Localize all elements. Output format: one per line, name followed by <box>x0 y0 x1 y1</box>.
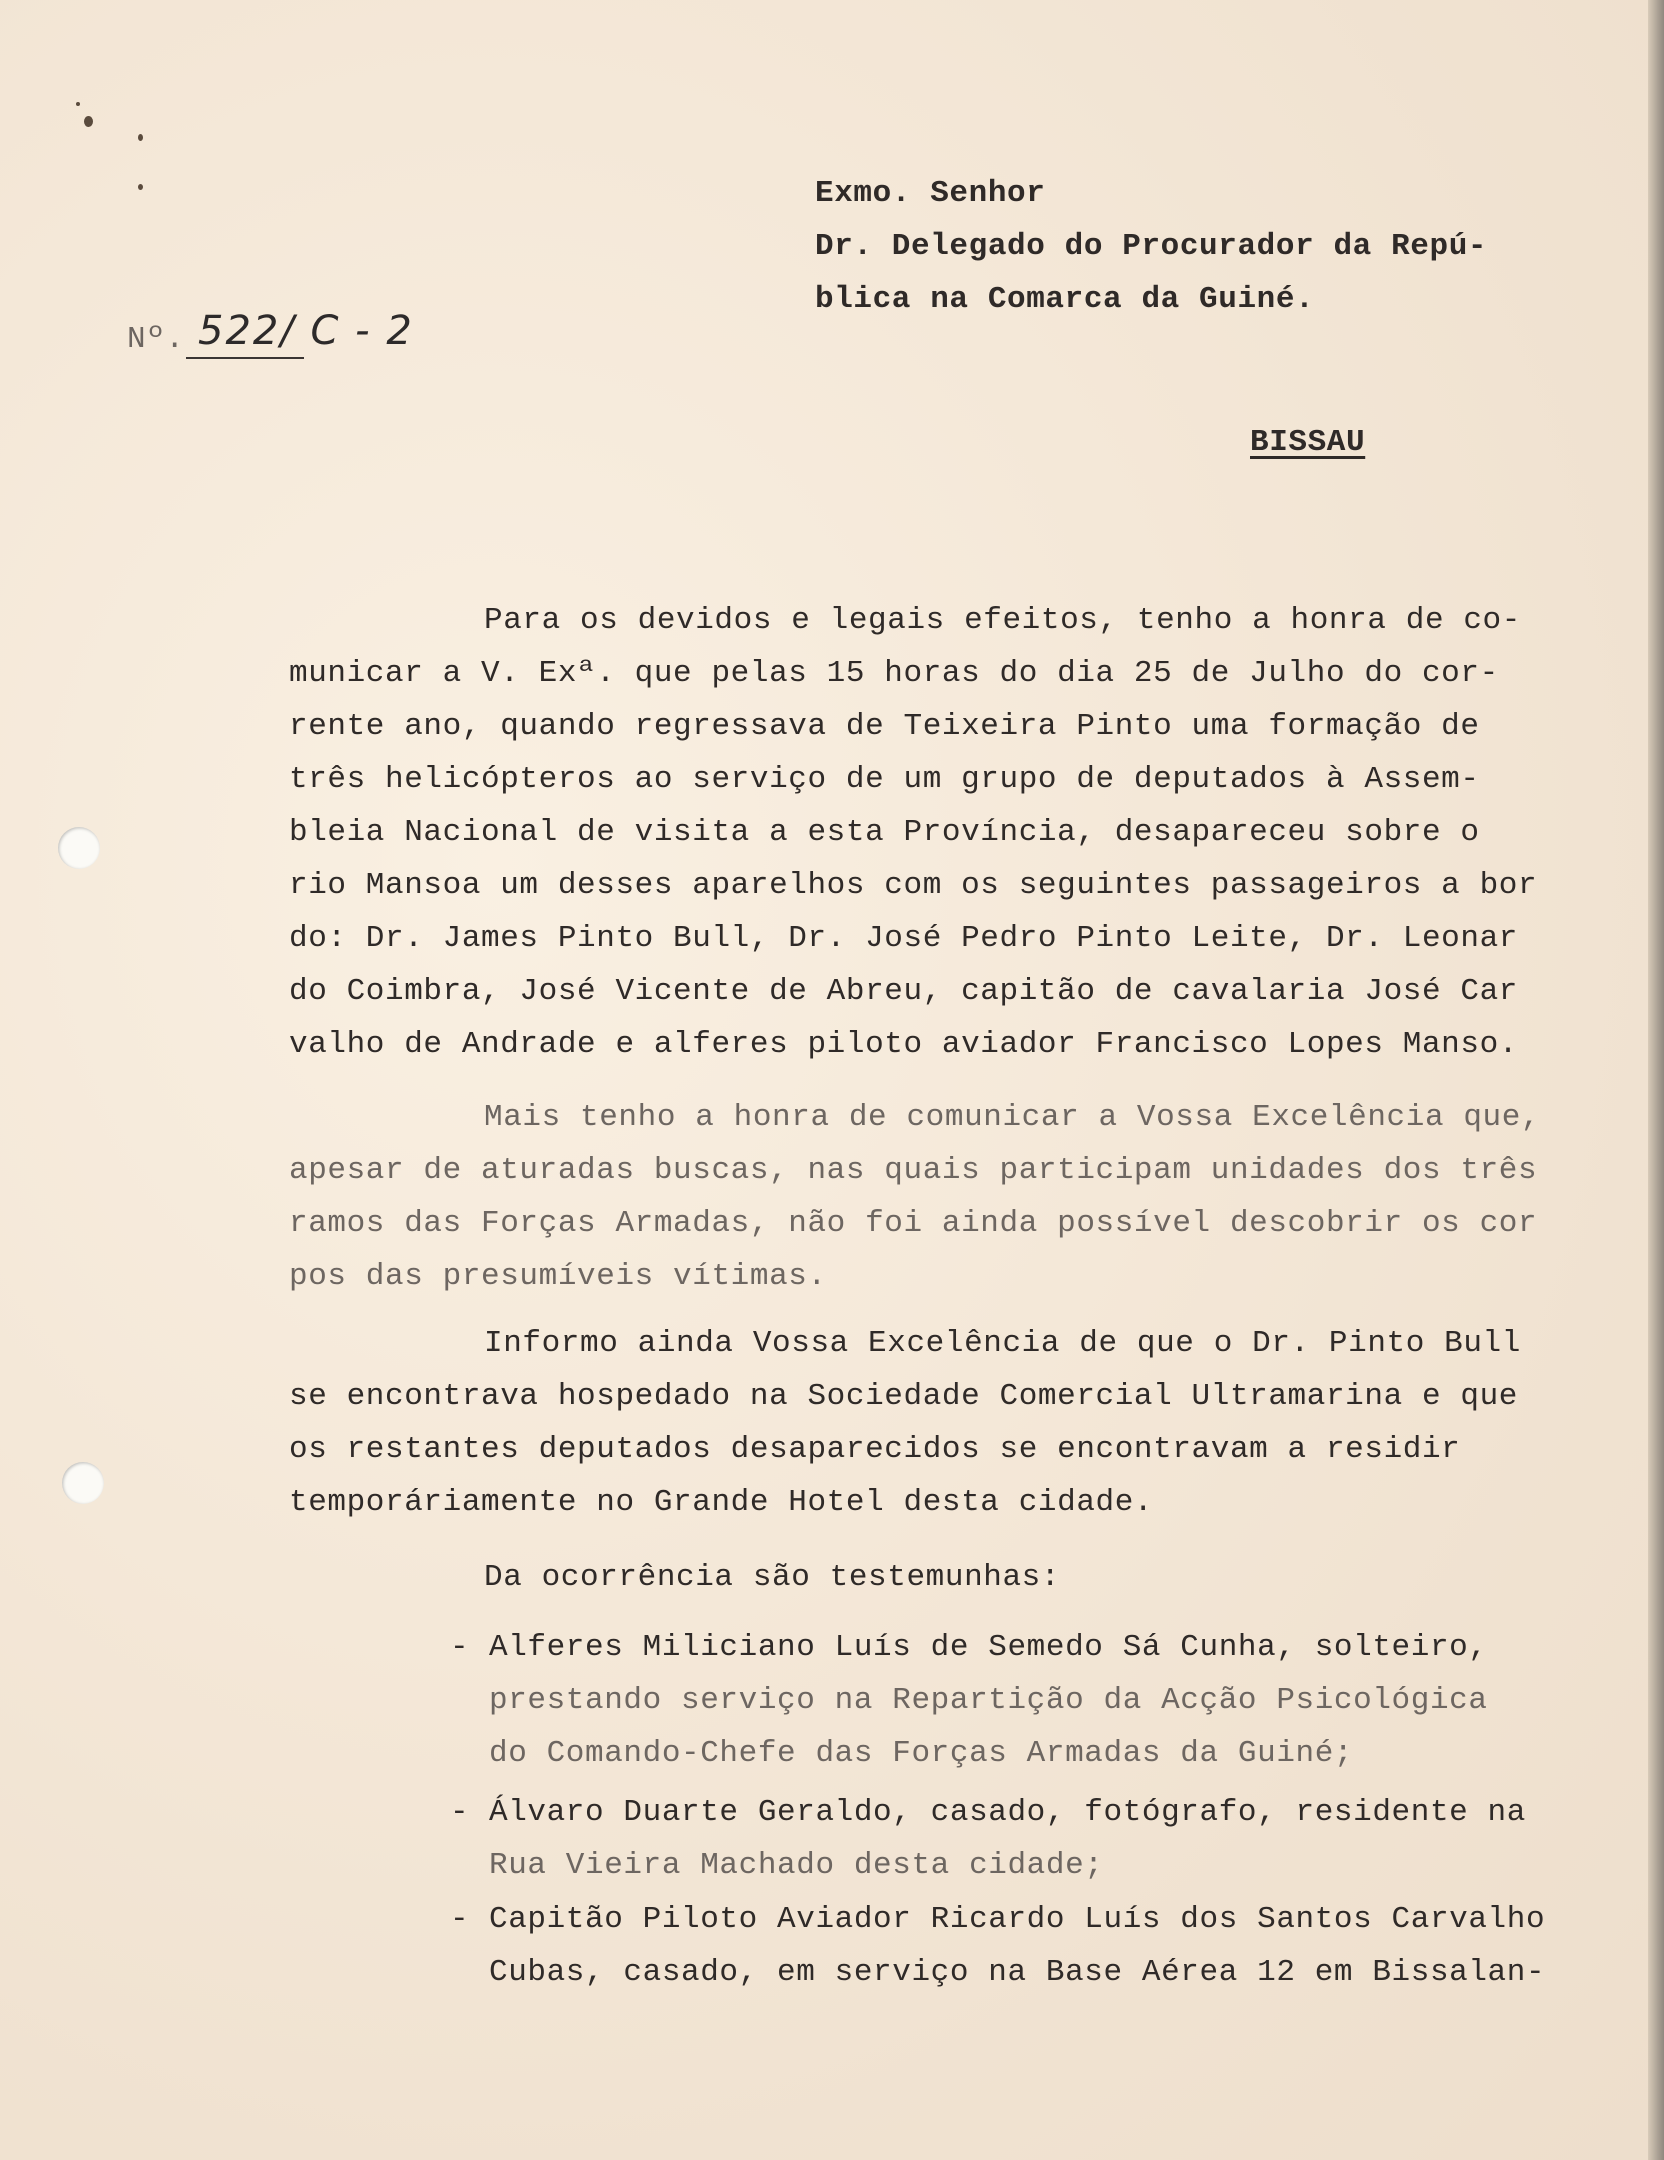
text-line: os restantes deputados desaparecidos se encontravam a residir <box>289 1432 1461 1467</box>
text-line: municar a V. Exª. que pelas 15 horas do dia 25 de Julho do cor- <box>289 656 1499 691</box>
text-line: valho de Andrade e alferes piloto aviador Francisco Lopes Manso. <box>289 1027 1518 1062</box>
witness-line: do Comando-Chefe das Forças Armadas da Guiné; <box>489 1736 1354 1771</box>
ink-speck <box>138 184 143 190</box>
text-line: do Coimbra, José Vicente de Abreu, capitão de cavalaria José Car <box>289 974 1518 1009</box>
text-line: se encontrava hospedado na Sociedade Comercial Ultramarina e que <box>289 1379 1518 1414</box>
text-line: apesar de aturadas buscas, nas quais participam unidades dos três <box>289 1153 1538 1188</box>
recipient-line-1: Dr. Delegado do Procurador da Repú- <box>815 229 1488 264</box>
text-line: temporáriamente no Grande Hotel desta cidade. <box>289 1485 1154 1520</box>
text-line: rente ano, quando regressava de Teixeira Pinto uma formação de <box>289 709 1480 744</box>
text-line: Para os devidos e legais efeitos, tenho a honra de co- <box>484 603 1521 638</box>
witness-line: prestando serviço na Repartição da Acção Psicológica <box>489 1683 1488 1718</box>
text-line: Mais tenho a honra de comunicar a Vossa Excelência que, <box>484 1100 1541 1135</box>
reference-underline <box>186 357 304 359</box>
text-line: Informo ainda Vossa Excelência de que o Dr. Pinto Bull <box>484 1326 1521 1361</box>
list-dash: - <box>450 1902 470 1937</box>
witness-line: Cubas, casado, em serviço na Base Aérea 12 em Bissalan- <box>489 1955 1546 1990</box>
salutation: Exmo. Senhor <box>815 176 1046 211</box>
witness-line: Rua Vieira Machado desta cidade; <box>489 1848 1104 1883</box>
handwritten-reference-number: 522/ C - 2 <box>198 308 414 354</box>
witness-line: Capitão Piloto Aviador Ricardo Luís dos Santos Carvalho <box>489 1902 1546 1937</box>
punch-hole-top <box>58 827 100 869</box>
text-line: ramos das Forças Armadas, não foi ainda possível descobrir os cor <box>289 1206 1538 1241</box>
reference-prefix: Nº. <box>127 322 185 357</box>
ink-speck <box>138 134 143 141</box>
list-dash: - <box>450 1795 470 1830</box>
ink-speck <box>84 116 93 127</box>
witnesses-intro: Da ocorrência são testemunhas: <box>484 1560 1061 1595</box>
text-line: pos das presumíveis vítimas. <box>289 1259 827 1294</box>
text-line: do: Dr. James Pinto Bull, Dr. José Pedro Pinto Leite, Dr. Leonar <box>289 921 1518 956</box>
text-line: rio Mansoa um desses aparelhos com os seguintes passageiros a bor <box>289 868 1538 903</box>
punch-hole-bottom <box>62 1462 104 1504</box>
page-edge-shadow <box>1648 0 1664 2160</box>
witness-line: Alferes Miliciano Luís de Semedo Sá Cunha, solteiro, <box>489 1630 1488 1665</box>
witness-line: Álvaro Duarte Geraldo, casado, fotógrafo, residente na <box>489 1795 1526 1830</box>
city-heading: BISSAU <box>1250 425 1366 460</box>
text-line: bleia Nacional de visita a esta Província, desapareceu sobre o <box>289 815 1480 850</box>
recipient-line-2: blica na Comarca da Guiné. <box>815 282 1315 317</box>
ink-speck <box>76 102 80 106</box>
list-dash: - <box>450 1630 470 1665</box>
text-line: três helicópteros ao serviço de um grupo de deputados à Assem- <box>289 762 1480 797</box>
